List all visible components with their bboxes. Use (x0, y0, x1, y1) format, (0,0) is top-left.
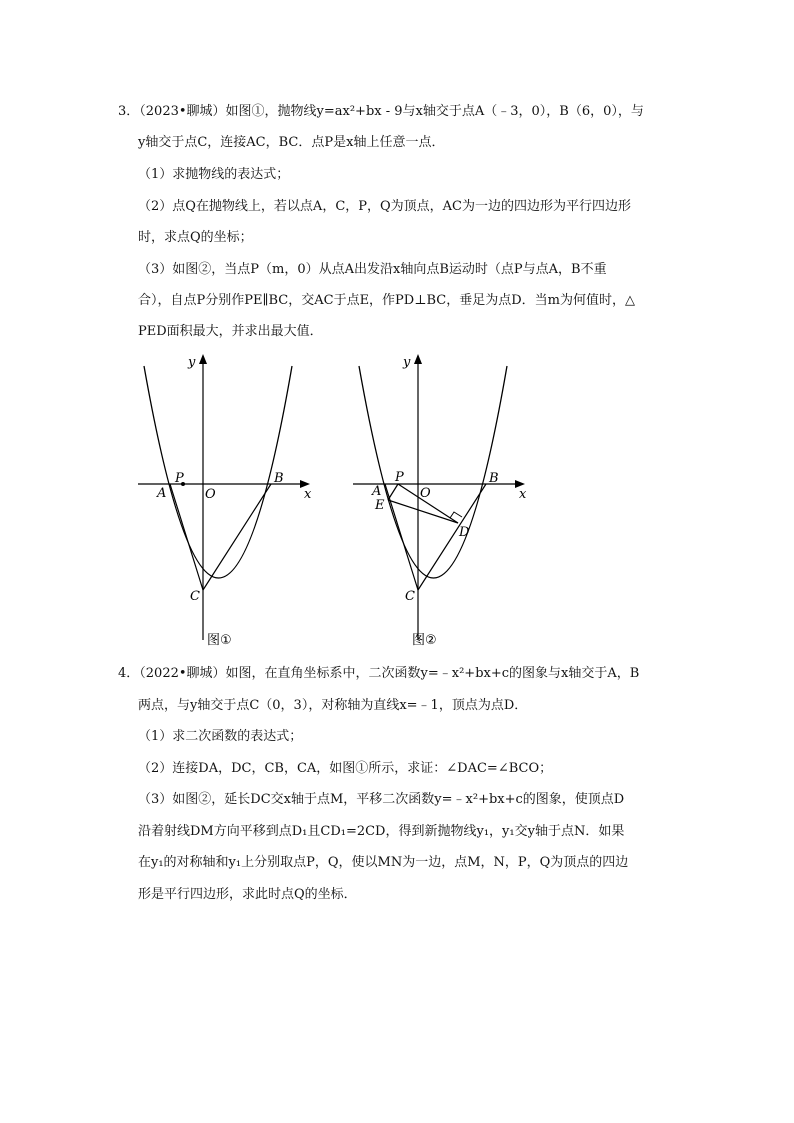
fig2-label-x: x (519, 487, 527, 502)
q3-line-7: 合），自点P分别作PE∥BC，交AC于点E，作PD⊥BC，垂足为点D．当m为何值时，△ (138, 293, 635, 308)
fig1-parabola (144, 366, 292, 578)
fig1-label-b: B (274, 471, 284, 486)
fig2-label-o: O (420, 486, 431, 501)
q3-line-4: （2）点Q在抛物线上，若以点A，C，P，Q为顶点，AC为一边的四边形为平行四边形 (138, 199, 632, 214)
fig2-label-d: D (459, 525, 470, 540)
q3-line-8: PED面积最大，并求出最大值． (138, 324, 323, 339)
fig2-label-b: B (489, 471, 499, 486)
q4-line-5: （3）如图②，延长DC交x轴于点M，平移二次函数y=﹣x²+bx+c的图象，使顶点D (138, 792, 625, 807)
fig2-segment-ac (385, 484, 418, 590)
fig2-right-angle-mark (450, 512, 462, 518)
figure-1 (130, 350, 330, 655)
fig2-label-e: E (375, 498, 385, 513)
fig1-y-arrow (199, 354, 207, 364)
fig2-label-a: A (372, 484, 382, 499)
fig2-segment-pe (388, 484, 398, 500)
q4-line-8: 形是平行四边形，求此时点Q的坐标． (138, 887, 357, 902)
q4-line-2: 两点，与y轴交于点C（0，3），对称轴为直线x=﹣1，顶点为点D． (138, 698, 528, 713)
fig2-parabola (359, 366, 507, 578)
q4-line-7: 在y₁的对称轴和y₁上分别取点P，Q，使以MN为一边，点M，N，P，Q为顶点的四边 (138, 855, 629, 870)
q4-line-6: 沿着射线DM方向平移到点D₁且CD₁=2CD，得到新抛物线y₁，y₁交y轴于点N．如果 (138, 824, 625, 839)
fig2-caption: 图② (412, 633, 437, 648)
q3-line-3: （1）求抛物线的表达式； (138, 167, 290, 182)
fig2-segment-ed (388, 500, 458, 523)
fig1-label-p: P (175, 471, 184, 486)
q4-line-3: （1）求二次函数的表达式； (138, 729, 303, 744)
fig1-label-c: C (190, 589, 200, 604)
q4-line-1: 4．（2022•聊城）如图，在直角坐标系中，二次函数y=﹣x²+bx+c的图象与x轴交于A，B (118, 666, 640, 681)
fig1-label-y: y (188, 355, 196, 370)
q3-line-1: 3．（2023•聊城）如图①，抛物线y=ax²+bx - 9与x轴交于点A（﹣3，0），B（6，0），与 (118, 104, 644, 119)
q3-line-2: y轴交于点C，连接AC，BC．点P是x轴上任意一点． (138, 135, 445, 150)
fig1-segment-ac (170, 484, 203, 590)
fig1-label-x: x (304, 487, 312, 502)
fig1-caption: 图① (207, 633, 232, 648)
q3-line-5: 时，求点Q的坐标； (138, 230, 253, 245)
fig2-y-arrow (414, 354, 422, 364)
fig2-label-c: C (405, 589, 415, 604)
figure-2 (345, 350, 545, 655)
q4-line-4: （2）连接DA，DC，CB，CA，如图①所示，求证：∠DAC=∠BCO； (138, 761, 553, 776)
fig2-label-y: y (403, 355, 411, 370)
fig1-label-o: O (205, 487, 216, 502)
fig2-label-p: P (395, 470, 404, 485)
fig1-label-a: A (157, 486, 167, 501)
q3-line-6: （3）如图②，当点P（m，0）从点A出发沿x轴向点B运动时（点P与点A，B不重 (138, 262, 607, 277)
